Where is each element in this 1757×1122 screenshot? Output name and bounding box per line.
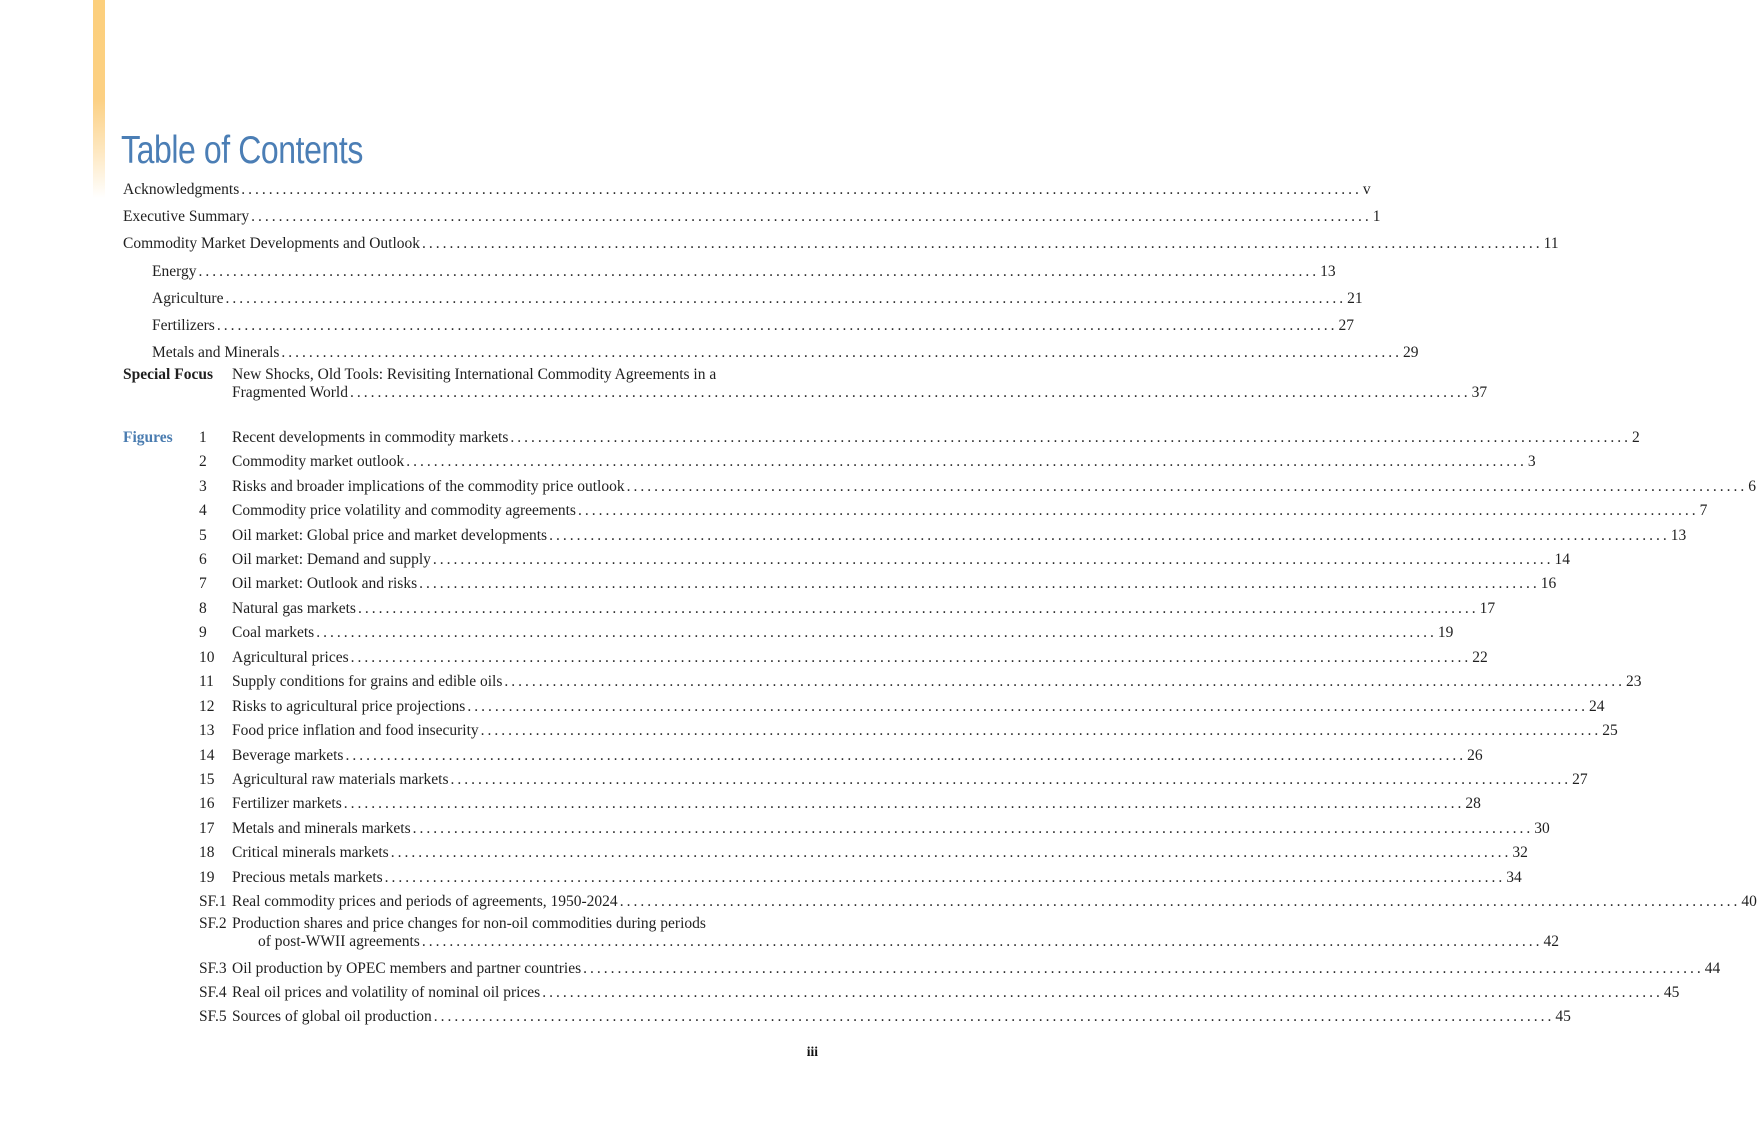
figure-title: Commodity market outlook: [232, 453, 405, 471]
figure-page: 6: [1748, 477, 1756, 495]
toc-entry-label: Agriculture: [152, 289, 224, 307]
figures-label: Figures: [123, 428, 173, 446]
toc-entry-page: 27: [1338, 316, 1354, 334]
special-focus-title-line1: New Shocks, Old Tools: Revisiting International Commodity Agreements in a: [232, 366, 717, 384]
figure-number: 5: [199, 526, 207, 544]
dot-leader: [198, 258, 1319, 285]
figure-page: 13: [1670, 526, 1687, 544]
figure-title: Supply conditions for grains and edible oils: [232, 673, 503, 691]
figure-row: [123, 670, 1642, 694]
accent-bar: [93, 0, 105, 198]
page-title: Table of Contents: [121, 129, 363, 173]
toc-entry-page: 29: [1403, 344, 1419, 362]
figure-page: 16: [1540, 575, 1557, 593]
figure-title: Precious metals markets: [232, 868, 383, 886]
dot-leader: [433, 548, 1554, 572]
figure-row: [123, 817, 1550, 841]
figure-title: Natural gas markets: [232, 599, 356, 617]
dot-leader: [385, 866, 1506, 890]
figure-number: 9: [199, 624, 207, 642]
figure-number: 12: [199, 697, 215, 715]
figure-title-line1: Production shares and price changes for non-oil commodities during periods: [232, 914, 706, 932]
figure-title: Recent developments in commodity markets: [232, 428, 509, 446]
figure-row: [123, 475, 1756, 499]
figure-title-body: [232, 914, 1559, 951]
figure-page: 2: [1631, 428, 1640, 446]
figure-number: SF.3: [199, 959, 227, 977]
dot-leader: [358, 597, 1479, 621]
figure-title: Oil market: Global price and market developments: [232, 526, 548, 544]
special-focus-label: Special Focus: [123, 366, 213, 384]
toc-row: [123, 203, 1381, 230]
figure-row: [123, 499, 1708, 523]
special-focus-title-line2-row: [232, 384, 1487, 402]
figure-number: 6: [199, 551, 207, 568]
figure-page: 28: [1465, 795, 1481, 813]
figure-row: [123, 914, 1559, 957]
figure-title: Oil market: Outlook and risks: [232, 575, 418, 593]
figure-title: Oil production by OPEC members and partner countries: [232, 959, 582, 977]
dot-leader: [344, 792, 1465, 816]
figures-list: [123, 426, 1757, 1030]
dot-leader: [627, 475, 1748, 499]
figure-row: [123, 957, 1721, 981]
figure-page: 34: [1506, 868, 1522, 886]
dot-leader: [422, 230, 1543, 257]
figure-title: Risks to agricultural price projections: [232, 697, 466, 715]
dot-leader: [251, 203, 1372, 230]
toc-row: [123, 312, 1354, 339]
figure-page: 44: [1704, 959, 1721, 977]
toc-entry-label: Commodity Market Developments and Outlook: [123, 235, 421, 253]
figure-row: [123, 646, 1488, 670]
figure-row: [123, 597, 1496, 621]
special-focus-page: 37: [1471, 384, 1488, 402]
figure-page: 42: [1543, 932, 1559, 950]
figure-page: 24: [1588, 697, 1605, 715]
figure-row: [123, 768, 1588, 792]
figure-number: 13: [199, 722, 215, 740]
figure-title: Metals and minerals markets: [232, 819, 411, 837]
toc-entry-label: Fertilizers: [152, 316, 215, 334]
toc-row: [123, 176, 1371, 203]
figure-number: 8: [199, 599, 207, 617]
figure-title: Critical minerals markets: [232, 844, 389, 862]
figure-row: [123, 981, 1680, 1005]
toc-entry-page: 11: [1543, 235, 1559, 253]
figure-number: SF.5: [199, 1008, 227, 1026]
figure-row: [123, 621, 1454, 645]
dot-leader: [481, 719, 1602, 743]
figure-title: Risks and broader implications of the commodity price outlook: [232, 477, 625, 495]
figure-page: 22: [1472, 648, 1488, 666]
dot-leader: [578, 499, 1699, 523]
figure-number: 11: [199, 673, 214, 691]
figure-page: 40: [1741, 893, 1757, 911]
figure-title: Commodity price volatility and commodity agreements: [232, 502, 576, 520]
figure-row: [123, 744, 1483, 768]
toc-row: [123, 285, 1363, 312]
table-of-contents: [123, 176, 1757, 1030]
dot-leader: [620, 890, 1741, 914]
figures-section: [123, 426, 1757, 1030]
figure-number: 19: [199, 868, 215, 886]
figure-number: 18: [199, 844, 215, 862]
dot-leader: [467, 695, 1588, 719]
dot-leader: [281, 339, 1402, 366]
dot-leader: [419, 572, 1540, 596]
figure-title: Coal markets: [232, 624, 315, 642]
page-number: iii: [806, 1044, 818, 1059]
figure-number: 2: [199, 453, 207, 471]
figure-page: 17: [1479, 599, 1496, 617]
dot-leader: [434, 1005, 1555, 1029]
figure-row: [123, 695, 1605, 719]
toc-row: [123, 258, 1336, 285]
figure-title: Fertilizer markets: [232, 795, 342, 813]
figure-title: Beverage markets: [232, 746, 344, 764]
figure-row: [123, 866, 1522, 890]
dot-leader: [391, 841, 1512, 865]
figure-row: [123, 841, 1528, 865]
figure-page: 7: [1699, 502, 1708, 520]
figure-title: Oil market: Demand and supply: [232, 551, 431, 568]
figure-number: SF.4: [199, 984, 227, 1001]
figure-number: 16: [199, 795, 215, 813]
toc-entry-page: 21: [1347, 289, 1363, 307]
dot-leader: [422, 933, 1543, 951]
main-contents-list: [123, 176, 1559, 366]
figure-title-line2-row: [232, 932, 1559, 951]
figure-number: 14: [199, 746, 215, 764]
figure-row: [123, 548, 1570, 572]
figure-row: [123, 524, 1687, 548]
figure-number: 3: [199, 477, 207, 495]
figure-page: 25: [1602, 722, 1618, 740]
toc-row: [123, 339, 1419, 366]
figure-title: Sources of global oil production: [232, 1008, 432, 1026]
special-focus-row: [123, 366, 1488, 402]
figure-page: 45: [1555, 1008, 1571, 1026]
figure-page: 23: [1625, 673, 1642, 691]
toc-entry-label: Executive Summary: [123, 208, 250, 226]
figure-number: 10: [199, 648, 215, 666]
figure-row: [123, 719, 1618, 743]
toc-row: [123, 230, 1559, 257]
figure-number: 15: [199, 770, 215, 788]
figure-number: 1: [199, 428, 207, 446]
dot-leader: [451, 768, 1572, 792]
figure-page: 27: [1572, 770, 1588, 788]
dot-leader: [350, 384, 1471, 402]
special-focus-title-line2: Fragmented World: [232, 384, 348, 402]
figure-page: 19: [1437, 624, 1454, 642]
figure-page: 30: [1534, 819, 1550, 837]
dot-leader: [413, 817, 1534, 841]
dot-leader: [549, 524, 1670, 548]
figure-row: [123, 426, 1640, 450]
dot-leader: [241, 176, 1362, 203]
toc-entry-page: v: [1362, 181, 1371, 198]
figure-number: 17: [199, 819, 215, 837]
dot-leader: [217, 312, 1338, 339]
figure-page: 45: [1663, 984, 1680, 1001]
figure-page: 3: [1527, 453, 1536, 471]
figure-title: Food price inflation and food insecurity: [232, 722, 479, 740]
figure-page: 26: [1467, 746, 1483, 764]
figure-number: 7: [199, 575, 207, 593]
toc-entry-page: 1: [1372, 208, 1381, 226]
dot-leader: [406, 450, 1527, 474]
dot-leader: [583, 957, 1704, 981]
figure-title: Real commodity prices and periods of agreements, 1950-2024: [232, 893, 618, 911]
toc-entry-page: 13: [1320, 262, 1336, 280]
figure-title: Agricultural raw materials markets: [232, 770, 449, 788]
special-focus-body: [232, 366, 1487, 402]
figure-row: [123, 1005, 1571, 1029]
figure-row: [123, 890, 1757, 914]
toc-entry-label: Acknowledgments: [123, 181, 240, 198]
dot-leader: [504, 670, 1625, 694]
figure-title-line2: of post-WWII agreements: [258, 932, 420, 950]
dot-leader: [225, 285, 1346, 312]
dot-leader: [316, 621, 1437, 645]
figure-number: 4: [199, 502, 207, 520]
figure-page: 32: [1512, 844, 1528, 862]
figure-row: [123, 792, 1481, 816]
figure-title: Agricultural prices: [232, 648, 349, 666]
dot-leader: [351, 646, 1472, 670]
figure-row: [123, 450, 1536, 474]
figure-page: 14: [1554, 551, 1570, 568]
toc-entry-label: Energy: [152, 262, 197, 280]
toc-entry-label: Metals and Minerals: [152, 344, 280, 362]
figure-title: Real oil prices and volatility of nominal oil prices: [232, 984, 541, 1001]
figure-row: [123, 572, 1557, 596]
dot-leader: [542, 981, 1663, 1005]
dot-leader: [510, 426, 1631, 450]
dot-leader: [345, 744, 1466, 768]
figure-number: SF.1: [199, 893, 227, 911]
figure-number: SF.2: [199, 914, 227, 932]
